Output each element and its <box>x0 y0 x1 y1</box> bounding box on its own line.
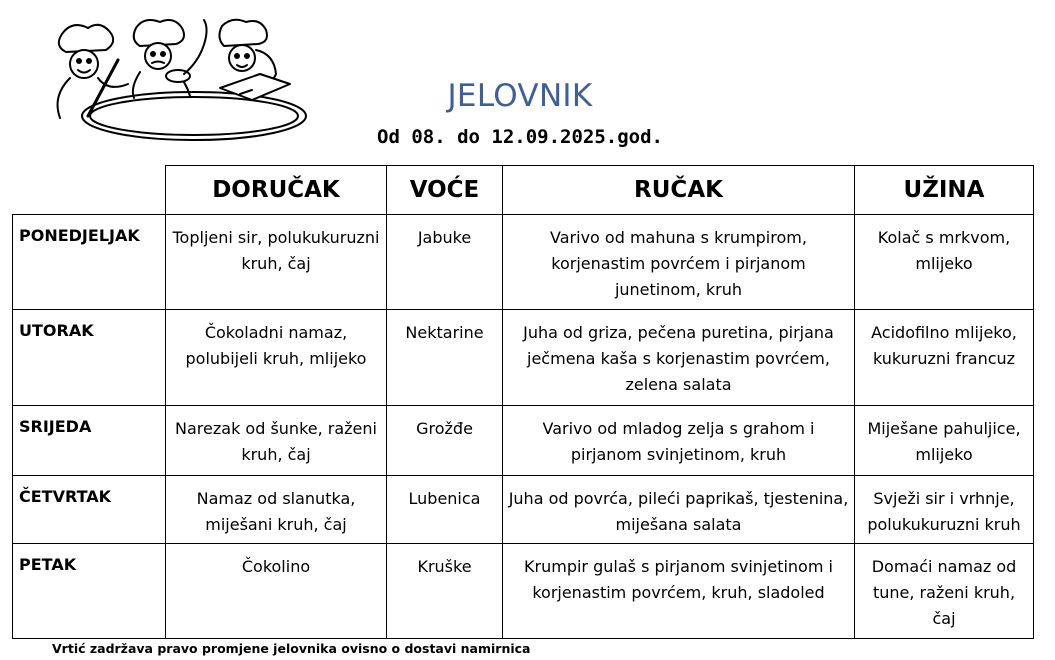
day-label: SRIJEDA <box>13 406 166 476</box>
table-row <box>13 215 1034 310</box>
day-label: PONEDJELJAK <box>13 215 166 310</box>
breakfast-cell: Narezak od šunke, raženi kruh, čaj <box>166 406 387 476</box>
column-header-voce: VOĆE <box>387 166 503 215</box>
lunch-cell: Juha od griza, pečena puretina, pirjana ječmena kaša s korjenastim povrćem, zelena salata <box>503 310 855 406</box>
breakfast-cell: Namaz od slanutka, miješani kruh, čaj <box>166 476 387 544</box>
lunch-cell: Juha od povrća, pileći paprikaš, tjestenina, miješana salata <box>503 476 855 544</box>
table-row <box>13 544 1034 639</box>
corner-cell <box>13 166 166 215</box>
snack-cell: Domaći namaz od tune, raženi kruh, čaj <box>855 544 1034 639</box>
lunch-cell: Krumpir gulaš s pirjanom svinjetinom i korjenastim povrćem, kruh, sladoled <box>503 544 855 639</box>
fruit-cell: Kruške <box>387 544 503 639</box>
table-row <box>13 476 1034 544</box>
date-range: Od 08. do 12.09.2025.god. <box>377 126 663 148</box>
breakfast-cell: Čokolino <box>166 544 387 639</box>
header-row <box>13 166 1034 215</box>
page-title: JELOVNIK <box>447 78 593 114</box>
fruit-cell: Jabuke <box>387 215 503 310</box>
fruit-cell: Nektarine <box>387 310 503 406</box>
table-row <box>13 406 1034 476</box>
snack-cell: Kolač s mrkvom, mlijeko <box>855 215 1034 310</box>
day-label: ČETVRTAK <box>13 476 166 544</box>
breakfast-cell: Čokoladni namaz, polubijeli kruh, mlijeko <box>166 310 387 406</box>
fruit-cell: Lubenica <box>387 476 503 544</box>
footnote: Vrtić zadržava pravo promjene jelovnika ovisno o dostavi namirnica <box>52 641 531 656</box>
breakfast-cell: Topljeni sir, polukukuruzni kruh, čaj <box>166 215 387 310</box>
column-header-dorucak: DORUČAK <box>166 166 387 215</box>
day-label: PETAK <box>13 544 166 639</box>
column-header-uzina: UŽINA <box>855 166 1034 215</box>
fruit-cell: Grožđe <box>387 406 503 476</box>
column-header-rucak: RUČAK <box>503 166 855 215</box>
table-row <box>13 310 1034 406</box>
snack-cell: Acidofilno mlijeko, kukuruzni francuz <box>855 310 1034 406</box>
cartoon-chefs-illustration <box>44 16 310 146</box>
lunch-cell: Varivo od mladog zelja s grahom i pirjanom svinjetinom, kruh <box>503 406 855 476</box>
snack-cell: Miješane pahuljice, mlijeko <box>855 406 1034 476</box>
day-label: UTORAK <box>13 310 166 406</box>
lunch-cell: Varivo od mahuna s krumpirom, korjenastim povrćem i pirjanom junetinom, kruh <box>503 215 855 310</box>
menu-table <box>12 165 1034 639</box>
snack-cell: Svježi sir i vrhnje, polukukuruzni kruh <box>855 476 1034 544</box>
